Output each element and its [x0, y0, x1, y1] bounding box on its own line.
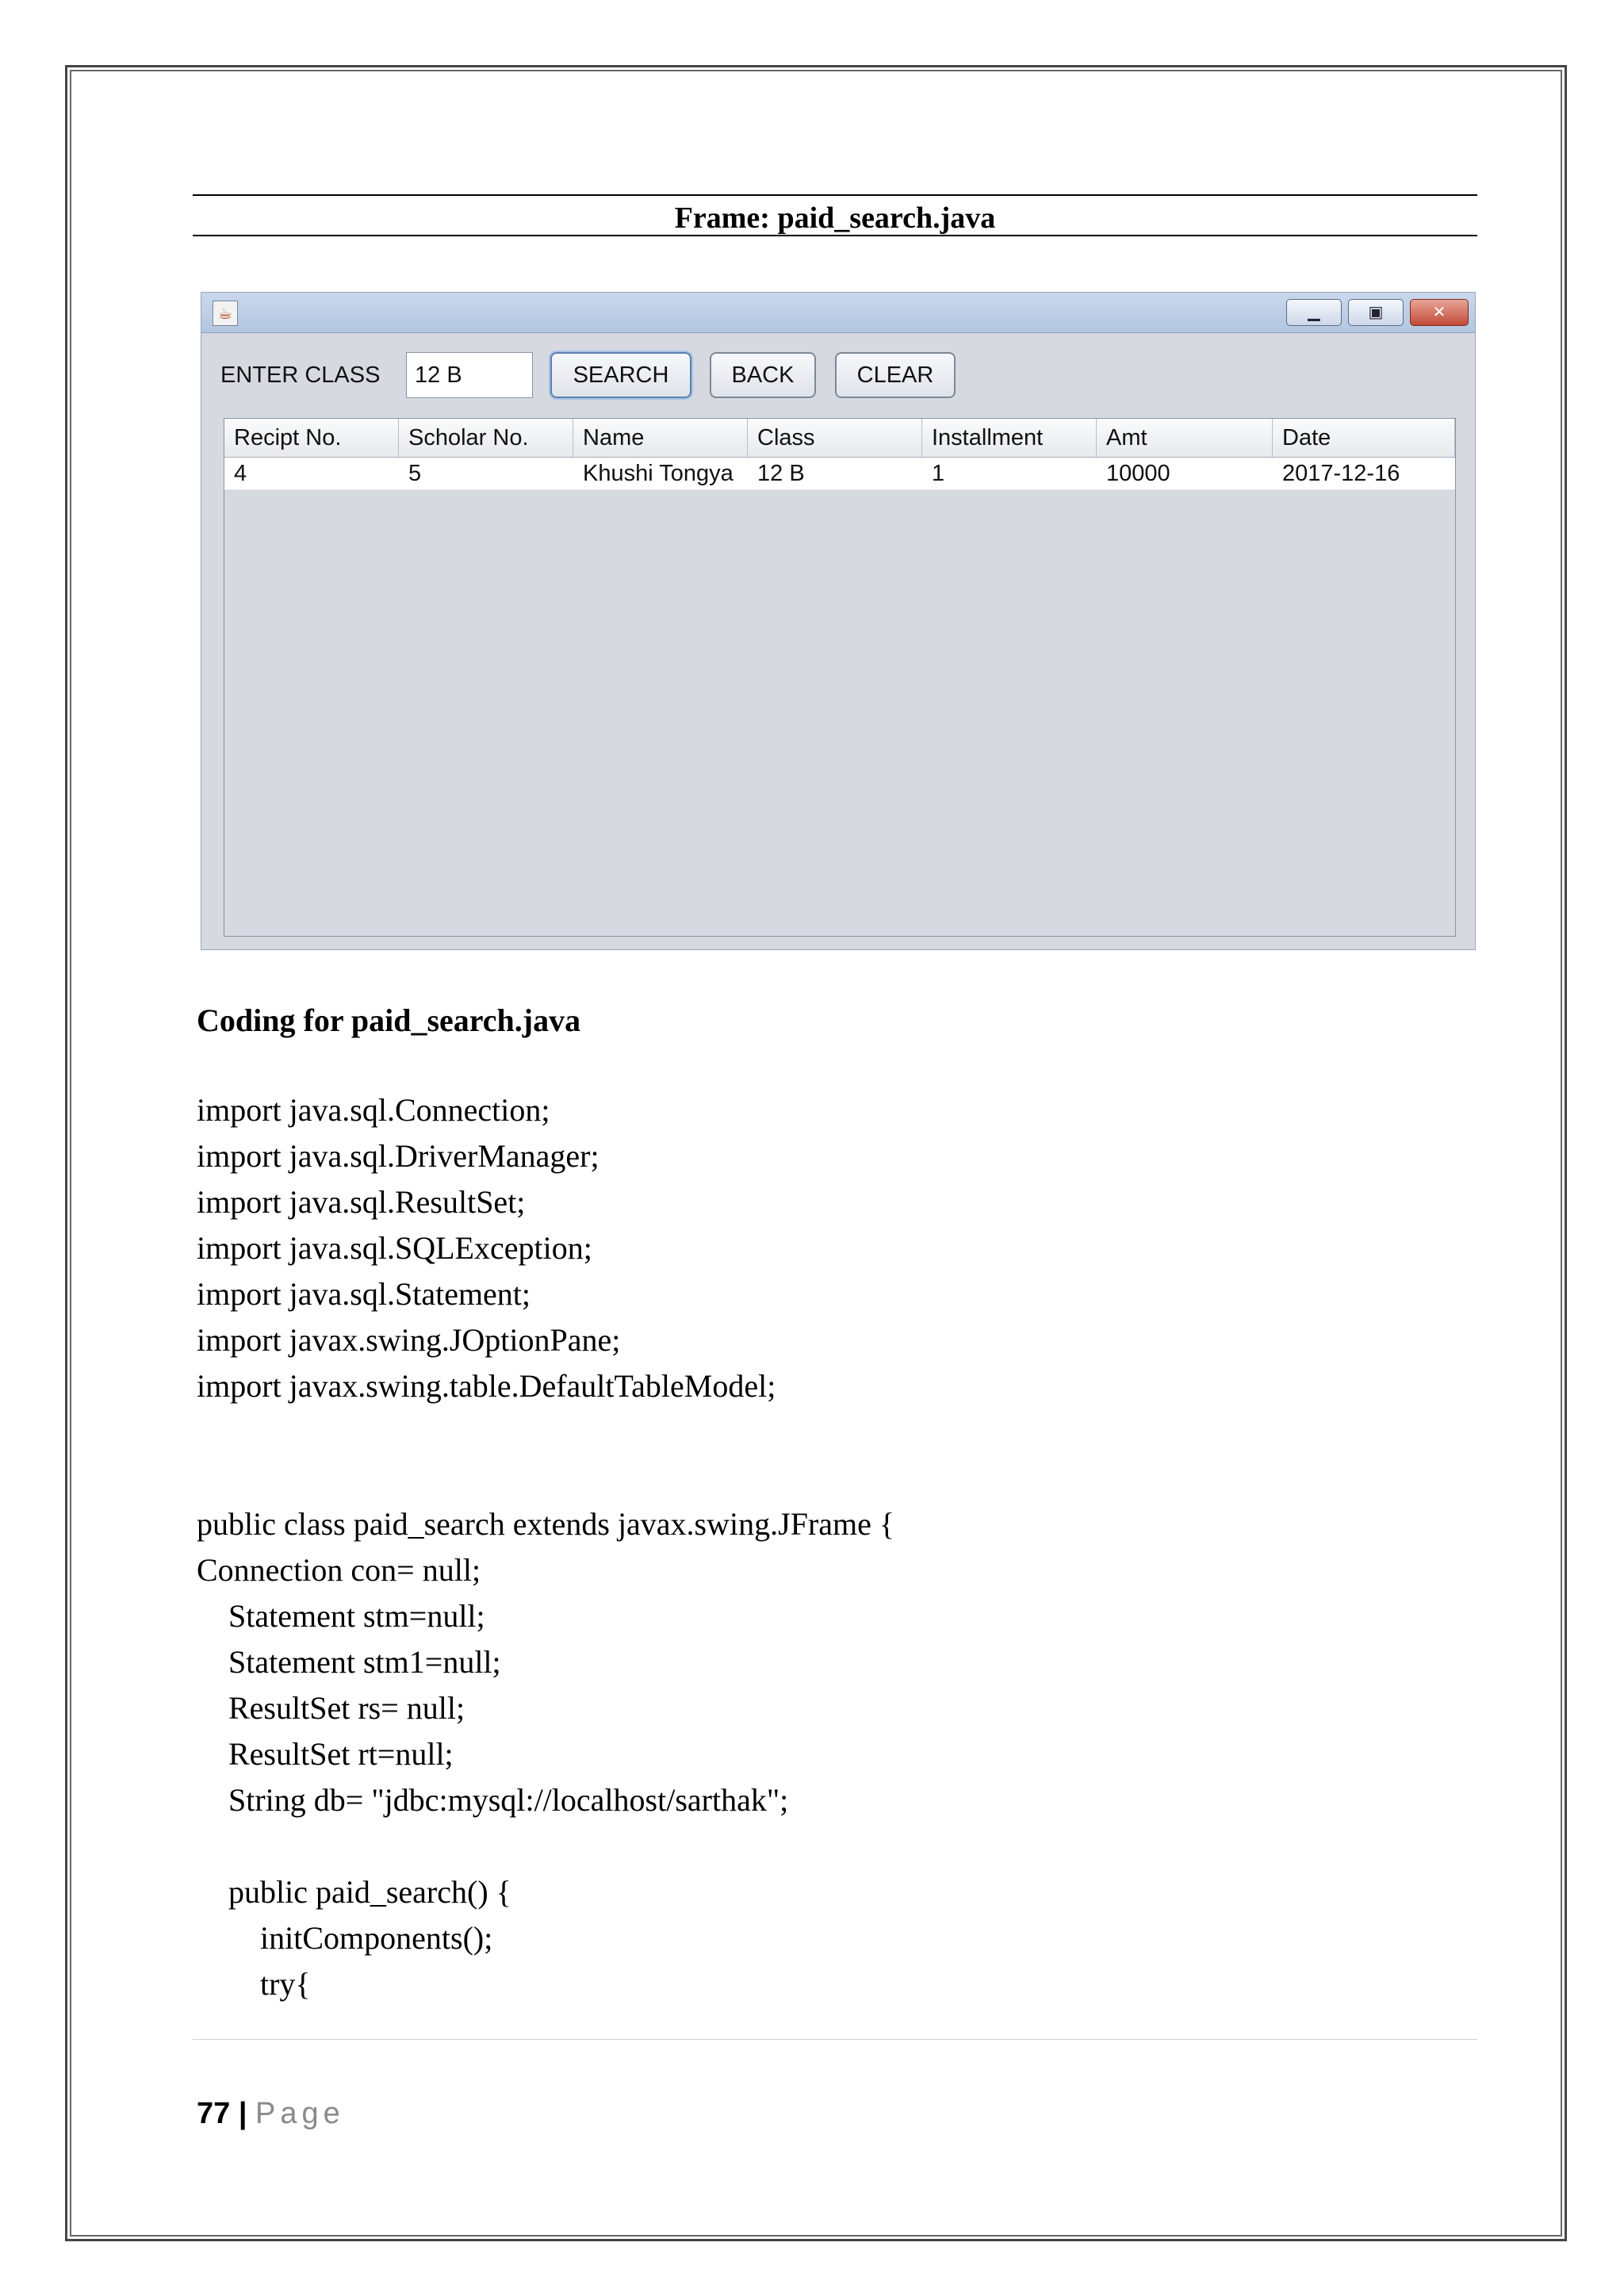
code-line: ResultSet rt=null; [197, 1736, 454, 1772]
column-header[interactable]: Scholar No. [399, 419, 573, 457]
table-cell: Khushi Tongya [583, 461, 733, 486]
table-cell: 5 [408, 461, 422, 486]
column-header[interactable]: Class [748, 419, 922, 457]
code-line: import javax.swing.JOptionPane; [197, 1322, 621, 1358]
maximize-icon: ▣ [1368, 302, 1384, 321]
close-button[interactable] [1410, 299, 1469, 326]
column-header[interactable]: Amt [1097, 419, 1273, 457]
page-number: 77 [197, 2097, 231, 2130]
code-line: String db= "jdbc:mysql://localhost/sarthak"; [197, 1782, 789, 1818]
code-line: public class paid_search extends javax.swing.JFrame { [197, 1506, 895, 1542]
back-button[interactable]: BACK [710, 352, 816, 398]
table-row[interactable] [224, 458, 1455, 490]
close-icon: ✕ [1432, 302, 1446, 321]
column-header[interactable]: Name [573, 419, 748, 457]
table-header [224, 419, 1455, 458]
code-line: import java.sql.SQLException; [197, 1230, 592, 1266]
code-line: Connection con= null; [197, 1552, 481, 1588]
column-header[interactable]: Recipt No. [224, 419, 399, 457]
table-cell: 1 [932, 461, 945, 486]
window-titlebar [201, 293, 1475, 333]
table-cell: 12 B [757, 461, 805, 486]
code-line: import java.sql.Connection; [197, 1092, 550, 1128]
table-cell: 10000 [1106, 461, 1170, 486]
results-table[interactable] [224, 418, 1456, 937]
clear-button[interactable]: CLEAR [835, 352, 956, 398]
table-cell: 4 [234, 461, 247, 486]
code-line: import java.sql.ResultSet; [197, 1184, 526, 1220]
code-line: try{ [197, 1966, 311, 2002]
search-button[interactable]: SEARCH [550, 352, 691, 398]
footer-rule [193, 2039, 1477, 2040]
title-rule-top [193, 194, 1477, 196]
code-line: import javax.swing.table.DefaultTableModel; [197, 1368, 776, 1404]
coding-heading: Coding for paid_search.java [197, 1002, 581, 1038]
minimize-button[interactable] [1286, 299, 1342, 326]
column-header[interactable]: Installment [922, 419, 1097, 457]
table-cell: 2017-12-16 [1282, 461, 1400, 486]
page-word: Page [255, 2097, 345, 2130]
enter-class-label: ENTER CLASS [220, 362, 381, 388]
page-separator: | [230, 2097, 256, 2130]
code-line: initComponents(); [197, 1920, 493, 1956]
java-window [201, 292, 1476, 950]
code-line: import java.sql.DriverManager; [197, 1138, 599, 1174]
minimize-icon: ▁ [1308, 302, 1320, 321]
code-line: Statement stm=null; [197, 1598, 485, 1634]
code-line: public paid_search() { [197, 1874, 511, 1910]
code-line: ResultSet rs= null; [197, 1690, 465, 1726]
code-line: Statement stm1=null; [197, 1644, 501, 1680]
maximize-button[interactable] [1348, 299, 1404, 326]
column-header[interactable]: Date [1273, 419, 1455, 457]
page-footer [197, 2094, 345, 2133]
title-rule-bottom [193, 235, 1477, 236]
code-line: import java.sql.Statement; [197, 1276, 531, 1312]
class-input[interactable]: 12 B [406, 352, 533, 398]
frame-title: Frame: paid_search.java [674, 201, 996, 235]
java-cup-icon: ☕ [213, 301, 238, 326]
